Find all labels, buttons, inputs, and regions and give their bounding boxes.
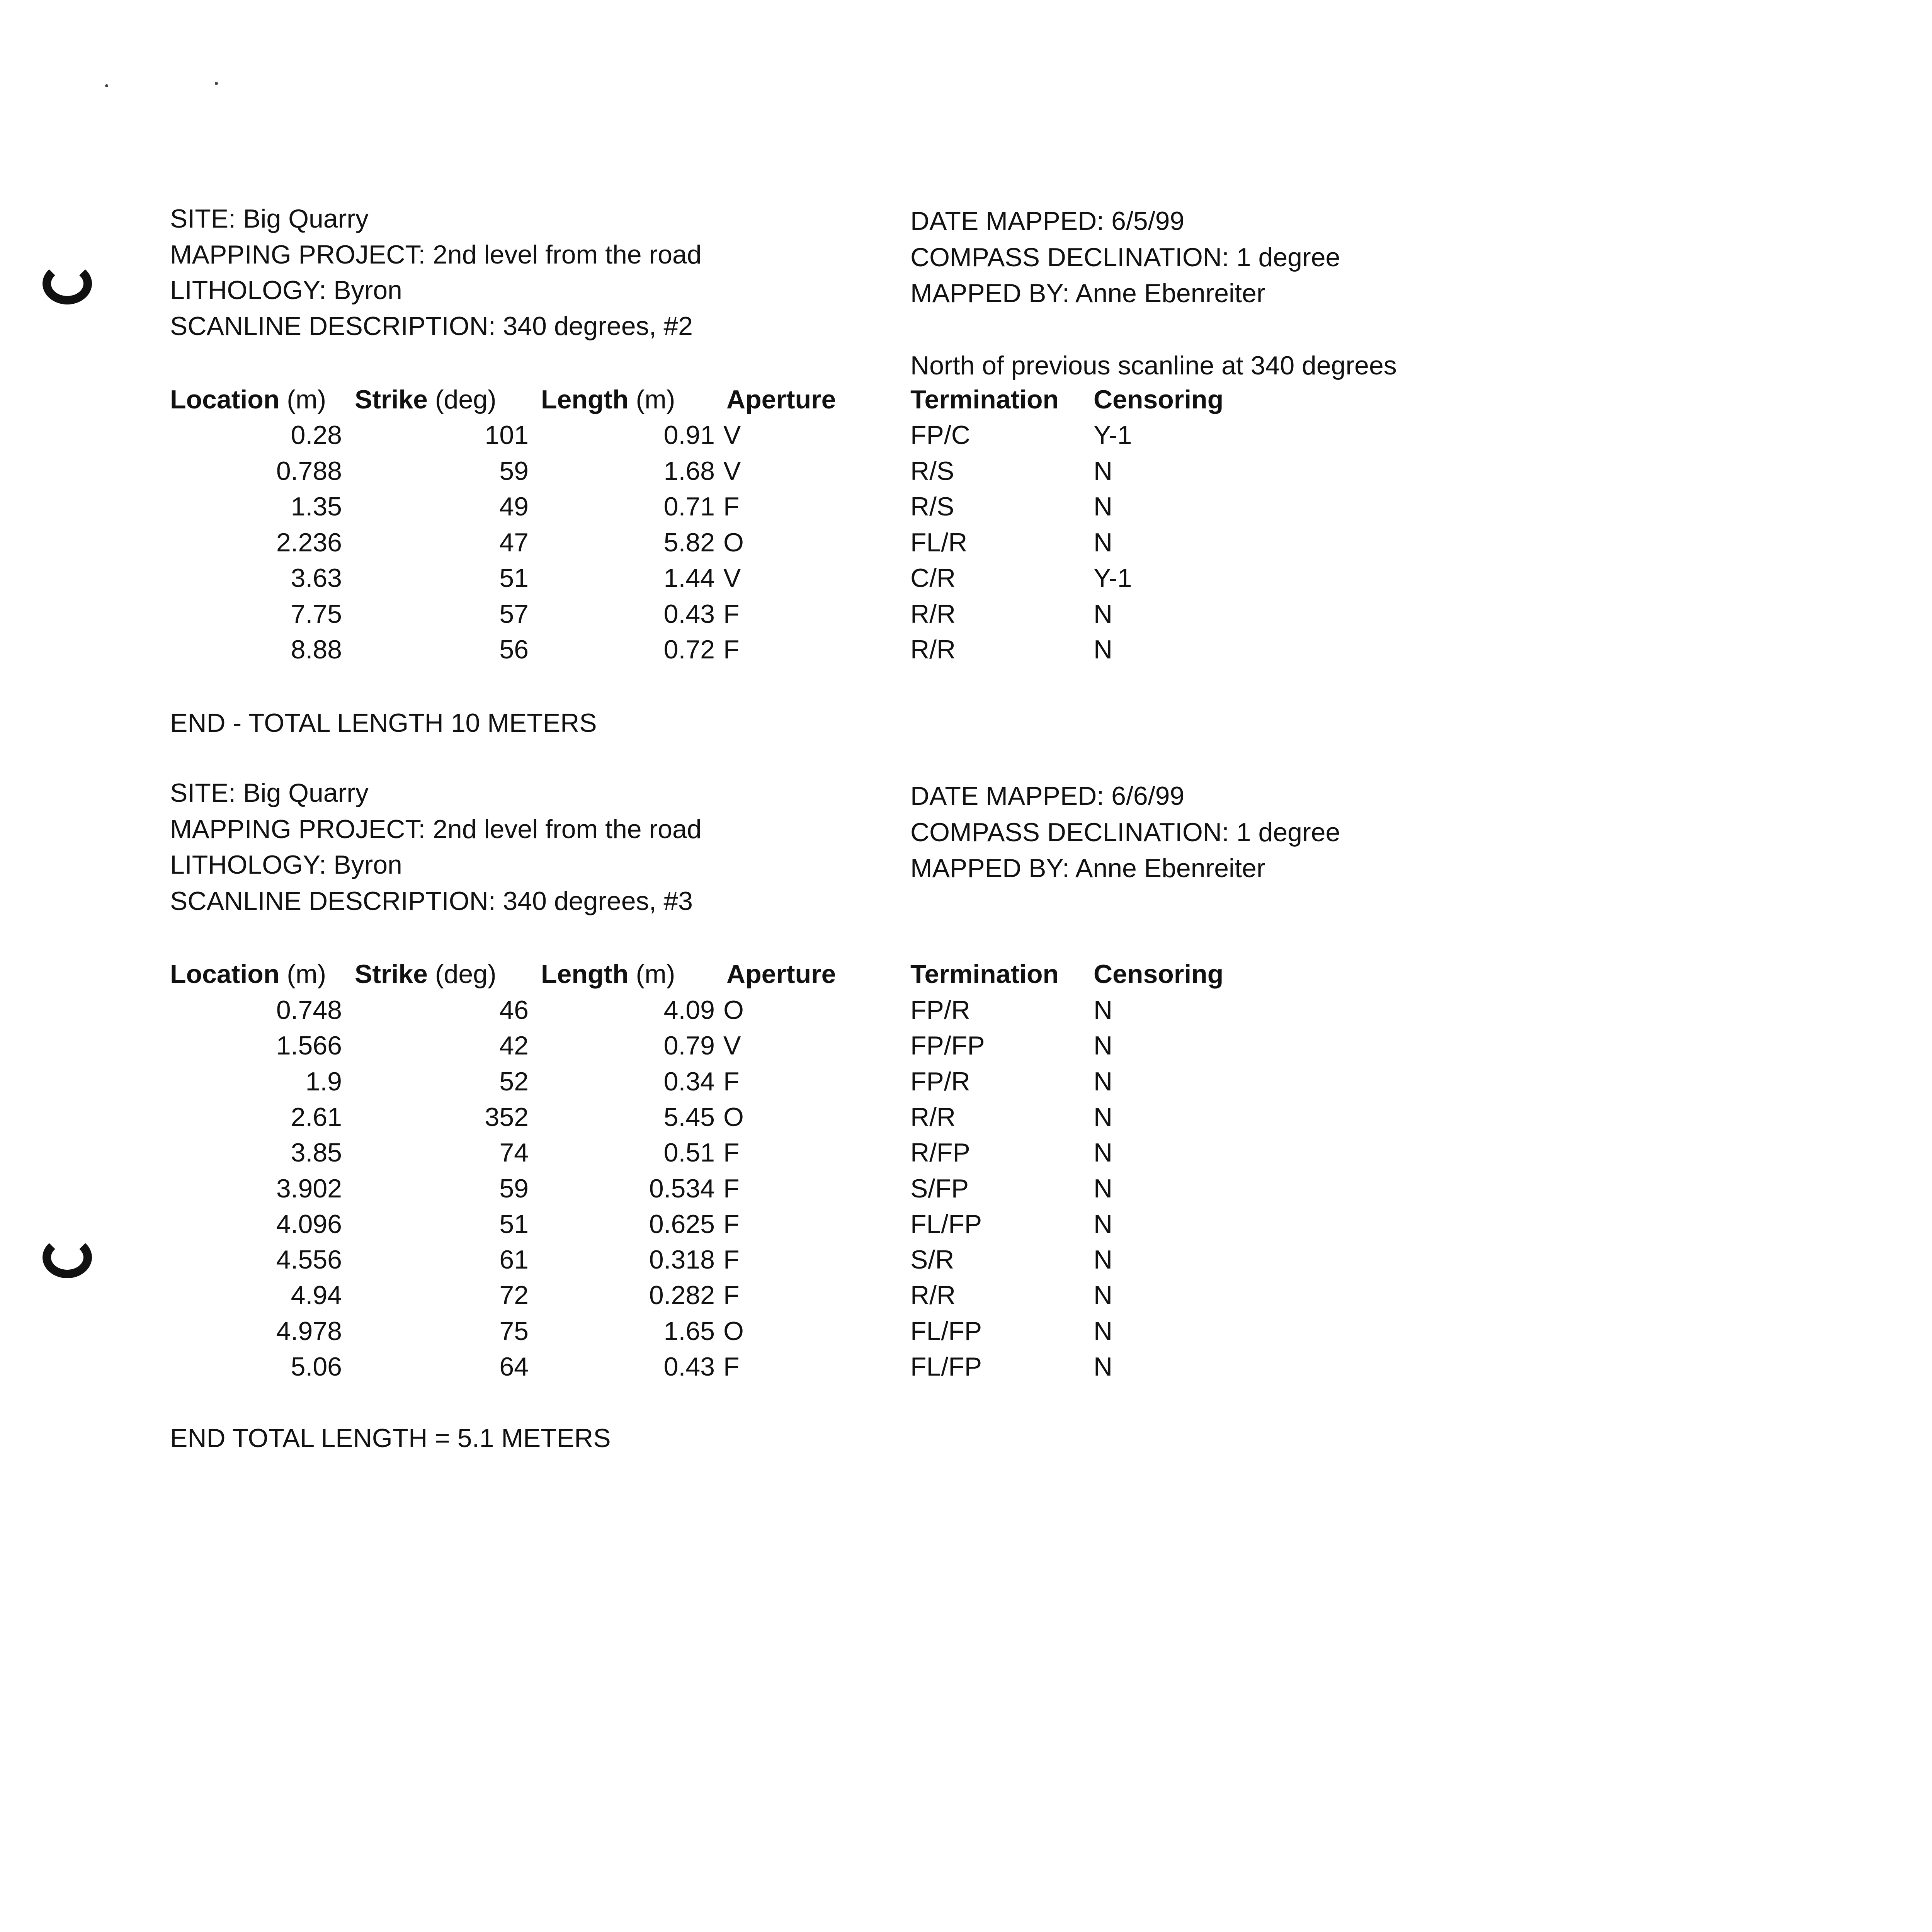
cell-loc: 3.85 bbox=[291, 1138, 342, 1168]
cell-strike: 74 bbox=[499, 1138, 529, 1168]
cell-term: S/FP bbox=[910, 1173, 969, 1203]
scanline-description-label: SCANLINE DESCRIPTION: 340 degrees, #3 bbox=[170, 886, 693, 916]
cell-strike: 101 bbox=[485, 420, 529, 450]
cell-term: R/R bbox=[910, 635, 956, 664]
cell-len: 0.51 bbox=[663, 1138, 715, 1168]
cell-len: 0.79 bbox=[663, 1031, 715, 1061]
cell-loc: 1.35 bbox=[291, 492, 342, 521]
cell-term: FL/FP bbox=[910, 1209, 982, 1239]
cell-term: C/R bbox=[910, 563, 956, 593]
col-location: Location (m) bbox=[170, 959, 327, 989]
cell-term: R/R bbox=[910, 1281, 956, 1310]
cell-ap: O bbox=[723, 995, 744, 1025]
cell-cens: N bbox=[1094, 1031, 1113, 1061]
cell-loc: 3.902 bbox=[276, 1173, 342, 1203]
cell-ap: V bbox=[723, 563, 741, 593]
cell-len: 0.43 bbox=[663, 599, 715, 629]
cell-cens: N bbox=[1094, 1245, 1113, 1275]
cell-loc: 1.566 bbox=[276, 1031, 342, 1061]
cell-term: FP/C bbox=[910, 420, 970, 450]
cell-strike: 57 bbox=[499, 599, 529, 629]
cell-loc: 4.94 bbox=[291, 1281, 342, 1310]
col-aperture: Aperture bbox=[726, 959, 836, 989]
cell-ap: F bbox=[723, 492, 740, 521]
mapping-project-label: MAPPING PROJECT: 2nd level from the road bbox=[170, 240, 702, 269]
col-strike: Strike (deg) bbox=[355, 959, 497, 989]
cell-cens: N bbox=[1094, 1281, 1113, 1310]
cell-loc: 0.788 bbox=[276, 456, 342, 486]
cell-loc: 0.28 bbox=[291, 420, 342, 450]
cell-strike: 47 bbox=[499, 527, 529, 557]
cell-term: FL/FP bbox=[910, 1352, 982, 1381]
binder-hole-top bbox=[43, 263, 92, 304]
cell-strike: 51 bbox=[499, 1209, 529, 1239]
mapping-project-label: MAPPING PROJECT: 2nd level from the road bbox=[170, 815, 702, 844]
cell-cens: N bbox=[1094, 492, 1113, 521]
cell-cens: N bbox=[1094, 1138, 1113, 1168]
col-aperture: Aperture bbox=[726, 385, 836, 414]
cell-ap: O bbox=[723, 1316, 744, 1346]
cell-strike: 61 bbox=[499, 1245, 529, 1275]
col-length: Length (m) bbox=[541, 959, 675, 989]
cell-term: R/S bbox=[910, 456, 954, 486]
cell-cens: Y-1 bbox=[1094, 420, 1132, 450]
site-label: SITE: Big Quarry bbox=[170, 204, 369, 233]
cell-strike: 49 bbox=[499, 492, 529, 521]
mapped-by-label: MAPPED BY: Anne Ebenreiter bbox=[910, 854, 1265, 883]
cell-ap: F bbox=[723, 635, 740, 664]
cell-strike: 72 bbox=[499, 1281, 529, 1310]
date-mapped-label: DATE MAPPED: 6/6/99 bbox=[910, 781, 1185, 811]
cell-cens: N bbox=[1094, 1066, 1113, 1096]
cell-loc: 2.61 bbox=[291, 1102, 342, 1132]
cell-ap: O bbox=[723, 1102, 744, 1132]
cell-cens: N bbox=[1094, 1209, 1113, 1239]
cell-ap: F bbox=[723, 1066, 740, 1096]
col-termination: Termination bbox=[910, 385, 1059, 414]
cell-term: S/R bbox=[910, 1245, 954, 1275]
cell-ap: F bbox=[723, 1281, 740, 1310]
cell-loc: 0.748 bbox=[276, 995, 342, 1025]
cell-ap: F bbox=[723, 1209, 740, 1239]
col-censoring: Censoring bbox=[1094, 385, 1224, 414]
site-label: SITE: Big Quarry bbox=[170, 778, 369, 808]
cell-strike: 59 bbox=[499, 1173, 529, 1203]
cell-cens: N bbox=[1094, 456, 1113, 486]
cell-strike: 46 bbox=[499, 995, 529, 1025]
cell-ap: V bbox=[723, 420, 741, 450]
cell-len: 0.71 bbox=[663, 492, 715, 521]
cell-cens: N bbox=[1094, 1102, 1113, 1132]
cell-cens: N bbox=[1094, 1173, 1113, 1203]
cell-len: 5.82 bbox=[663, 527, 715, 557]
cell-cens: N bbox=[1094, 635, 1113, 664]
cell-strike: 352 bbox=[485, 1102, 529, 1132]
cell-len: 0.318 bbox=[649, 1245, 715, 1275]
cell-len: 0.534 bbox=[649, 1173, 715, 1203]
cell-ap: F bbox=[723, 1352, 740, 1381]
cell-strike: 52 bbox=[499, 1066, 529, 1096]
col-length: Length (m) bbox=[541, 385, 675, 414]
cell-ap: F bbox=[723, 599, 740, 629]
cell-len: 0.625 bbox=[649, 1209, 715, 1239]
cell-len: 1.65 bbox=[663, 1316, 715, 1346]
cell-term: FP/FP bbox=[910, 1031, 985, 1061]
cell-ap: F bbox=[723, 1173, 740, 1203]
cell-strike: 59 bbox=[499, 456, 529, 486]
compass-declination-label: COMPASS DECLINATION: 1 degree bbox=[910, 243, 1340, 272]
col-location: Location (m) bbox=[170, 385, 327, 414]
cell-strike: 64 bbox=[499, 1352, 529, 1381]
cell-cens: N bbox=[1094, 1316, 1113, 1346]
scan-speck bbox=[105, 84, 108, 87]
col-strike: Strike (deg) bbox=[355, 385, 497, 414]
lithology-label: LITHOLOGY: Byron bbox=[170, 276, 402, 305]
cell-strike: 51 bbox=[499, 563, 529, 593]
end-total-length: END - TOTAL LENGTH 10 METERS bbox=[170, 708, 597, 738]
cell-cens: N bbox=[1094, 995, 1113, 1025]
cell-ap: V bbox=[723, 1031, 741, 1061]
cell-ap: V bbox=[723, 456, 741, 486]
cell-cens: N bbox=[1094, 527, 1113, 557]
end-total-length: END TOTAL LENGTH = 5.1 METERS bbox=[170, 1423, 611, 1453]
cell-loc: 5.06 bbox=[291, 1352, 342, 1381]
cell-loc: 4.978 bbox=[276, 1316, 342, 1346]
cell-len: 1.44 bbox=[663, 563, 715, 593]
col-termination: Termination bbox=[910, 959, 1059, 989]
cell-ap: F bbox=[723, 1138, 740, 1168]
cell-term: R/R bbox=[910, 599, 956, 629]
cell-term: R/FP bbox=[910, 1138, 970, 1168]
cell-cens: N bbox=[1094, 1352, 1113, 1381]
cell-term: FP/R bbox=[910, 995, 970, 1025]
scanline-note: North of previous scanline at 340 degrees bbox=[910, 351, 1397, 380]
scanline-description-label: SCANLINE DESCRIPTION: 340 degrees, #2 bbox=[170, 311, 693, 341]
cell-loc: 2.236 bbox=[276, 527, 342, 557]
col-censoring: Censoring bbox=[1094, 959, 1224, 989]
cell-len: 0.91 bbox=[663, 420, 715, 450]
date-mapped-label: DATE MAPPED: 6/5/99 bbox=[910, 206, 1185, 236]
cell-loc: 7.75 bbox=[291, 599, 342, 629]
cell-loc: 1.9 bbox=[305, 1066, 342, 1096]
cell-strike: 56 bbox=[499, 635, 529, 664]
cell-len: 0.282 bbox=[649, 1281, 715, 1310]
cell-term: R/R bbox=[910, 1102, 956, 1132]
cell-cens: Y-1 bbox=[1094, 563, 1132, 593]
cell-strike: 75 bbox=[499, 1316, 529, 1346]
cell-ap: O bbox=[723, 527, 744, 557]
cell-len: 5.45 bbox=[663, 1102, 715, 1132]
cell-strike: 42 bbox=[499, 1031, 529, 1061]
scan-speck bbox=[215, 82, 218, 85]
lithology-label: LITHOLOGY: Byron bbox=[170, 850, 402, 879]
cell-term: FL/R bbox=[910, 527, 968, 557]
cell-len: 0.34 bbox=[663, 1066, 715, 1096]
cell-term: R/S bbox=[910, 492, 954, 521]
cell-len: 0.72 bbox=[663, 635, 715, 664]
cell-term: FL/FP bbox=[910, 1316, 982, 1346]
binder-hole-middle bbox=[43, 1236, 92, 1278]
cell-loc: 3.63 bbox=[291, 563, 342, 593]
cell-loc: 4.096 bbox=[276, 1209, 342, 1239]
mapped-by-label: MAPPED BY: Anne Ebenreiter bbox=[910, 279, 1265, 308]
cell-ap: F bbox=[723, 1245, 740, 1275]
cell-len: 1.68 bbox=[663, 456, 715, 486]
cell-term: FP/R bbox=[910, 1066, 970, 1096]
compass-declination-label: COMPASS DECLINATION: 1 degree bbox=[910, 818, 1340, 847]
cell-cens: N bbox=[1094, 599, 1113, 629]
cell-loc: 4.556 bbox=[276, 1245, 342, 1275]
cell-len: 4.09 bbox=[663, 995, 715, 1025]
cell-loc: 8.88 bbox=[291, 635, 342, 664]
cell-len: 0.43 bbox=[663, 1352, 715, 1381]
